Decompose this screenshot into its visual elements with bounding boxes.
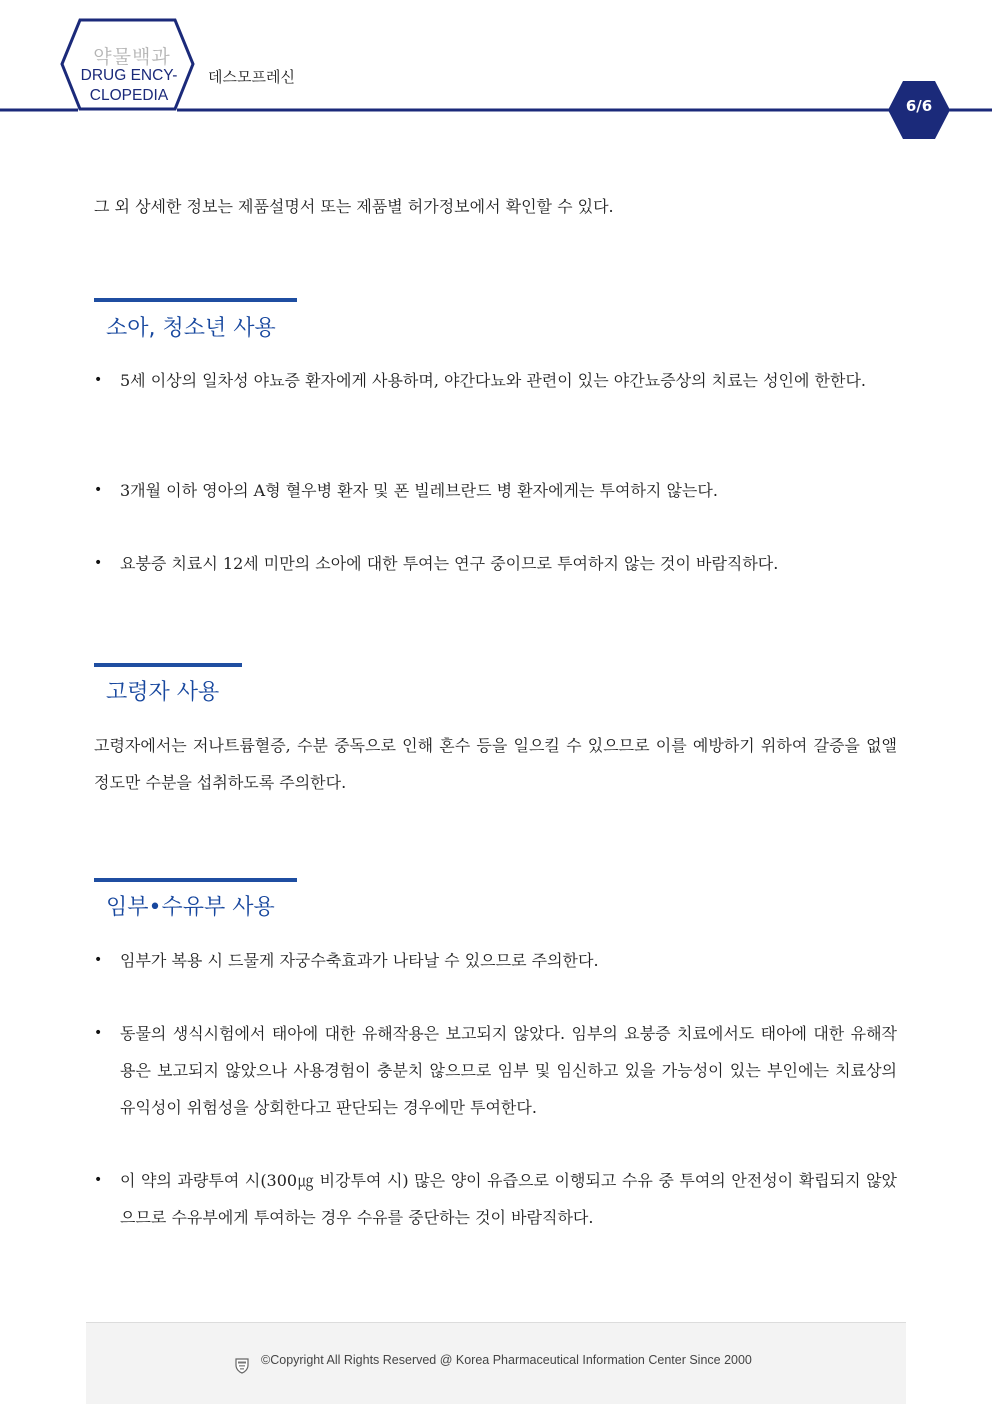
bullet-icon: • <box>94 482 103 498</box>
list-item <box>94 362 897 399</box>
list-item-text: 5세 이상의 일차성 야뇨증 환자에게 사용하며, 야간다뇨와 관련이 있는 야간뇨증상의 치료는 성인에 한한다. <box>120 371 866 390</box>
list-item <box>94 1162 897 1236</box>
logo-korean: 약물백과 <box>93 46 171 68</box>
section-title-elderly: 고령자 사용 <box>106 680 220 705</box>
shield-crest-icon <box>234 1357 250 1374</box>
list-item <box>94 942 897 979</box>
intro-text: 그 외 상세한 정보는 제품설명서 또는 제품별 허가정보에서 확인할 수 있다. <box>94 197 614 216</box>
list-item-text: 동물의 생식시험에서 태아에 대한 유해작용은 보고되지 않았다. 임부의 요붕증 치료에서도 태아에 대한 유해작용은 보고되지 않았으나 사용경험이 충분치 않으므로 임부 및 임신하고 있을 가능성이 있는 부인에는 치료상의 유익성이 위험성을 상회한다고 판단되는 경우에만 투여한다. <box>120 1024 897 1117</box>
list-item-text: 이 약의 과량투여 시(300㎍ 비강투여 시) 많은 양이 유즙으로 이행되고 수유 중 투여의 안전성이 확립되지 않았으므로 수유부에게 투여하는 경우 수유를 중단하는 것이 바람직하다. <box>120 1171 897 1227</box>
list-item-text: 3개월 이하 영아의 A형 혈우병 환자 및 폰 빌레브란드 병 환자에게는 투여하지 않는다. <box>120 481 718 500</box>
list-item-text: 임부가 복용 시 드물게 자궁수축효과가 나타날 수 있으므로 주의한다. <box>120 951 599 970</box>
bullet-icon: • <box>94 1172 103 1188</box>
bullet-icon: • <box>94 555 103 571</box>
bullet-icon: • <box>94 1025 103 1041</box>
copyright-text: ©Copyright All Rights Reserved @ Korea Pharmaceutical Information Center Since 2000 <box>261 1353 752 1367</box>
bullet-icon: • <box>94 952 103 968</box>
logo-english-line1: DRUG ENCY- <box>80 67 178 84</box>
list-item-text: 요붕증 치료시 12세 미만의 소아에 대한 투여는 연구 중이므로 투여하지 않는 것이 바람직하다. <box>120 554 779 573</box>
page-indicator: 6/6 <box>905 97 933 115</box>
footer <box>86 1322 906 1404</box>
section-bar-elderly <box>94 663 242 667</box>
section-bar-pediatric <box>94 298 297 302</box>
list-item <box>94 1015 897 1126</box>
list-item <box>94 545 897 582</box>
document-title: 데스모프레신 <box>208 68 295 86</box>
list-item <box>94 472 897 509</box>
section-title-pediatric: 소아, 청소년 사용 <box>106 316 276 341</box>
section-bar-pregnancy <box>94 878 297 882</box>
logo-english-line2: CLOPEDIA <box>89 87 169 104</box>
bullet-icon: • <box>94 372 103 388</box>
section-title-pregnancy: 임부•수유부 사용 <box>106 895 275 920</box>
elderly-paragraph: 고령자에서는 저나트륨혈증, 수분 중독으로 인해 혼수 등을 일으킬 수 있으므로 이를 예방하기 위하여 갈증을 없앨 정도만 수분을 섭취하도록 주의한다. <box>94 736 897 792</box>
